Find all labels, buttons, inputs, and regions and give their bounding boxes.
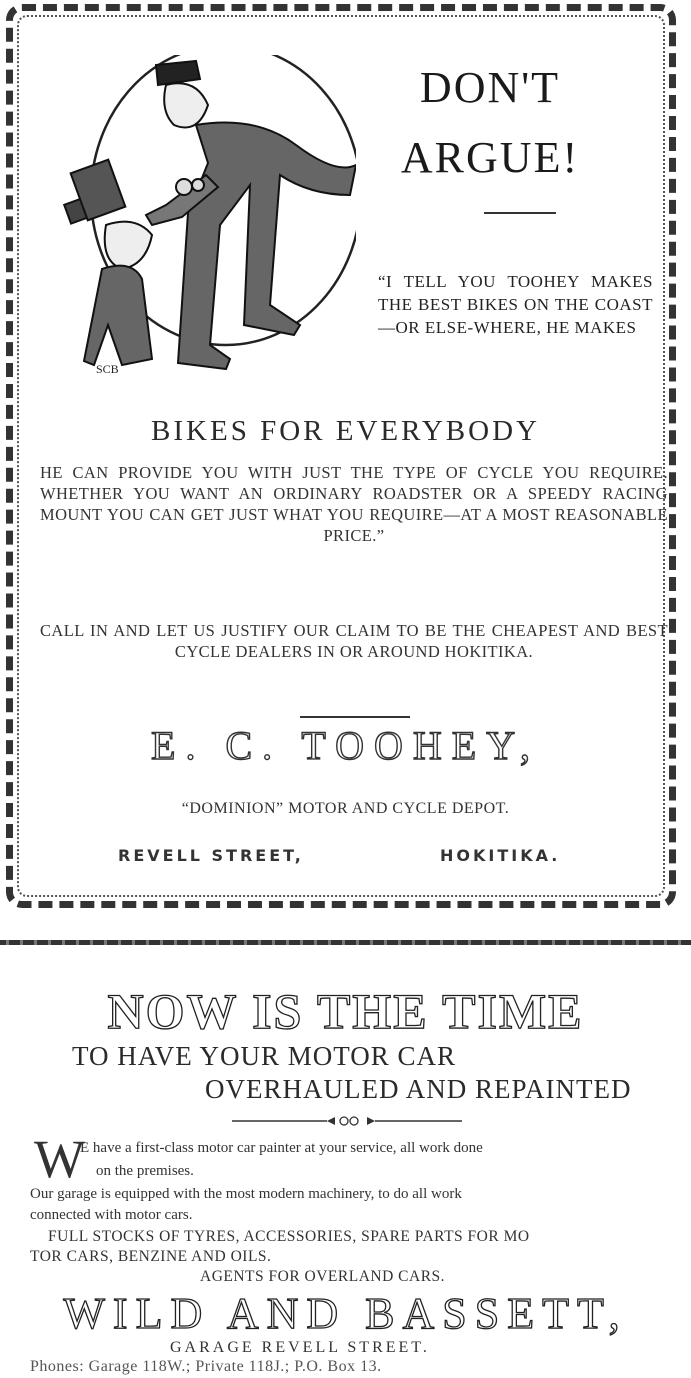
headline-dont: DON'T [419, 63, 561, 112]
dealer-street: REVELL STREET, [118, 846, 304, 865]
agents-line: AGENTS FOR OVERLAND CARS. [200, 1268, 446, 1285]
cartoon-signature: SCB [96, 362, 119, 376]
stocks-line-1: FULL STOCKS OF TYRES, ACCESSORIES, SPARE PARTS FOR MO [48, 1228, 530, 1245]
dealer-subtitle: “DOMINION” MOTOR AND CYCLE DEPOT. [181, 800, 510, 817]
tall-man-figure [146, 61, 356, 369]
quote-text: “I TELL YOU TOOHEY MAKES THE BEST BIKES ON THE COAST—OR ELSE-WHERE, HE MAKES [378, 272, 653, 337]
section-divider [300, 716, 410, 718]
garage-line-2: connected with motor cars. [30, 1207, 193, 1223]
drop-cap: W [34, 1129, 85, 1189]
bikes-heading: BIKES FOR EVERYBODY [151, 415, 540, 447]
firm-phones: Phones: Garage 118W.; Private 118J.; P.O. Box 13. [30, 1358, 382, 1375]
headline-divider [484, 212, 556, 214]
cycle-description-paragraph: HE CAN PROVIDE YOU WITH JUST THE TYPE OF CYCLE YOU REQUIRE. WHETHER YOU WANT AN ORDINARY ROADSTER OR A SPEEDY RACING MOUNT YOU CAN GET JUST WHAT YOU REQUIRE—AT A MOST REASONABLE PRICE.” [40, 463, 668, 545]
headline-argue: ARGUE! [400, 133, 580, 182]
garage-line-1: Our garage is equipped with the most modern machinery, to do all work [30, 1186, 462, 1202]
dealer-name: E. C. TOOHEY, [151, 723, 540, 768]
now-is-the-time-headline: NOW IS THE TIME [107, 983, 584, 1039]
cartoon-illustration [56, 55, 356, 385]
painter-line-1: E have a first-class motor car painter at your service, all work done [80, 1140, 483, 1156]
call-in-paragraph: CALL IN AND LET US JUSTIFY OUR CLAIM TO BE THE CHEAPEST AND BEST CYCLE DEALERS IN OR AROUND HOKITIKA. [40, 621, 668, 661]
firm-address: GARAGE REVELL STREET. [170, 1339, 430, 1356]
firm-name: WILD AND BASSETT, [63, 1289, 628, 1338]
subhead-line-1: TO HAVE YOUR MOTOR CAR [72, 1041, 457, 1071]
column-separator-rule [0, 940, 691, 945]
painter-line-2: on the premises. [96, 1163, 194, 1179]
subhead-line-2: OVERHAULED AND REPAINTED [205, 1074, 632, 1104]
ornament-divider [232, 1114, 462, 1128]
dealer-town: HOKITIKA. [440, 846, 561, 865]
stocks-line-2: TOR CARS, BENZINE AND OILS. [30, 1248, 272, 1265]
